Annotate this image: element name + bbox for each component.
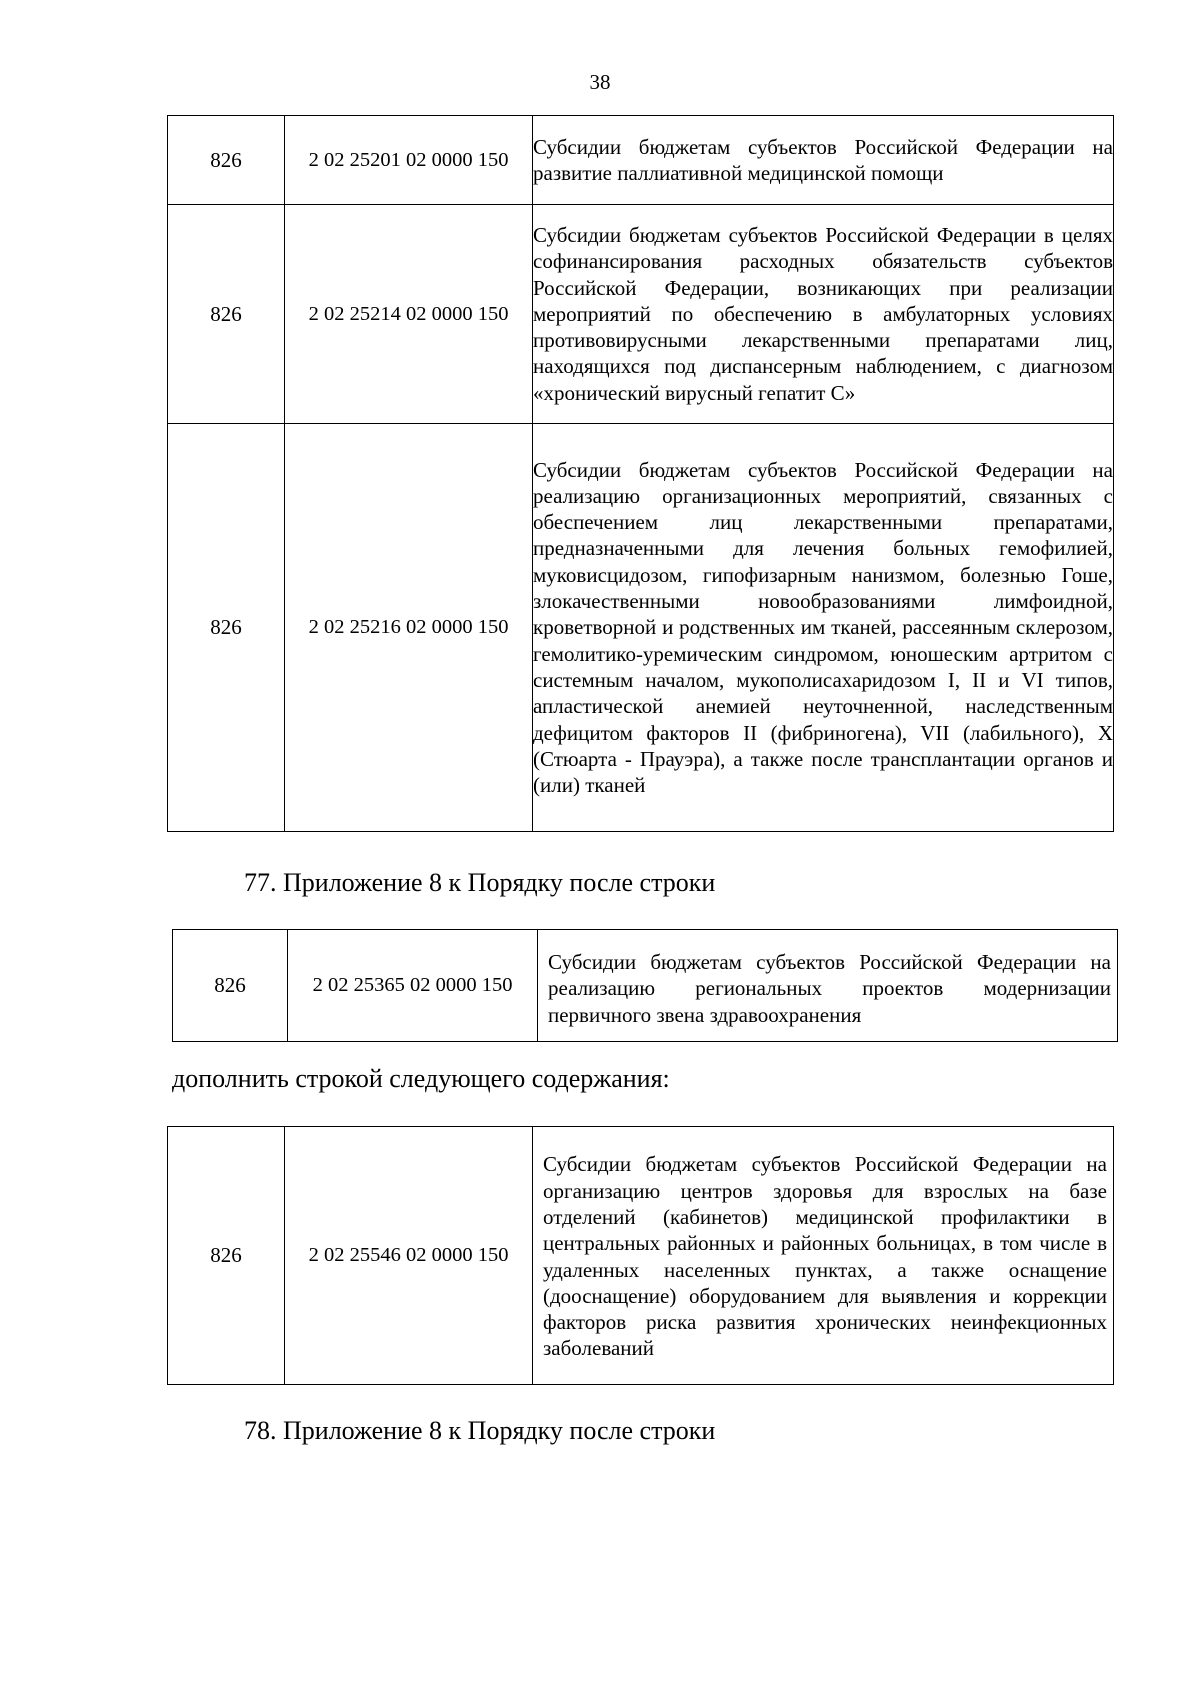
description-cell: Субсидии бюджетам субъектов Российской Федерации на реализацию региональных проектов модернизации первичного звена здравоохранения (538, 930, 1118, 1042)
kbk-code-cell: 2 02 25546 02 0000 150 (285, 1127, 533, 1385)
table-row (168, 1127, 1114, 1385)
admin-code-cell: 826 (168, 424, 285, 832)
admin-code-cell: 826 (168, 205, 285, 424)
kbk-code-cell: 2 02 25201 02 0000 150 (285, 116, 533, 205)
kbk-code-cell: 2 02 25214 02 0000 150 (285, 205, 533, 424)
description-cell: Субсидии бюджетам субъектов Российской Федерации на реализацию организационных мероприятий, связанных с обеспечением лиц лекарственными препаратами, предназначенными для лечения больных гемофилией, муковисцидозом, гипофизарным нанизмом, болезнью Гоше, злокачественными новообразованиями лимфоидной, кроветворной и родственных им тканей, рассеянным склерозом, гемолитико-уремическим синдромом, юношеским артритом с системным началом, мукополисахаридозом I, II и VI типов, апластической анемией неуточненной, наследственным дефицитом факторов II (фибриногена), VII (лабильного), X (Стюарта - Прауэра), а также после трансплантации органов и (или) тканей (533, 424, 1114, 832)
kbk-code-cell: 2 02 25216 02 0000 150 (285, 424, 533, 832)
amendment-paragraph-78: 78. Приложение 8 к Порядку после строки (244, 1416, 716, 1445)
description-cell: Субсидии бюджетам субъектов Российской Федерации на развитие паллиативной медицинской помощи (533, 116, 1114, 205)
table-row (168, 205, 1114, 424)
description-cell: Субсидии бюджетам субъектов Российской Федерации в целях софинансирования расходных обязательств субъектов Российской Федерации, возникающих при реализации мероприятий по обеспечению в амбулаторных условиях противовирусными лекарственными препаратами лиц, находящихся под диспансерным наблюдением, с диагнозом «хронический вирусный гепатит C» (533, 205, 1114, 424)
supplement-paragraph: дополнить строкой следующего содержания: (172, 1064, 670, 1093)
admin-code-cell: 826 (168, 1127, 285, 1385)
admin-code-cell: 826 (168, 116, 285, 205)
amendment-paragraph-77: 77. Приложение 8 к Порядку после строки (244, 868, 716, 897)
kbk-table-reference-row (172, 929, 1118, 1042)
page-number: 38 (589, 70, 611, 94)
kbk-table-existing-rows (167, 115, 1114, 832)
table-row (168, 424, 1114, 832)
description-cell: Субсидии бюджетам субъектов Российской Федерации на организацию центров здоровья для взрослых на базе отделений (кабинетов) медицинской профилактики в центральных районных и районных больницах, в том числе в удаленных населенных пунктах, а также оснащение (дооснащение) оборудованием для выявления и коррекции факторов риска развития хронических неинфекционных заболеваний (533, 1127, 1114, 1385)
admin-code-cell: 826 (173, 930, 288, 1042)
table-row (168, 116, 1114, 205)
kbk-table-new-row (167, 1126, 1114, 1385)
kbk-code-cell: 2 02 25365 02 0000 150 (288, 930, 538, 1042)
table-row (173, 930, 1118, 1042)
